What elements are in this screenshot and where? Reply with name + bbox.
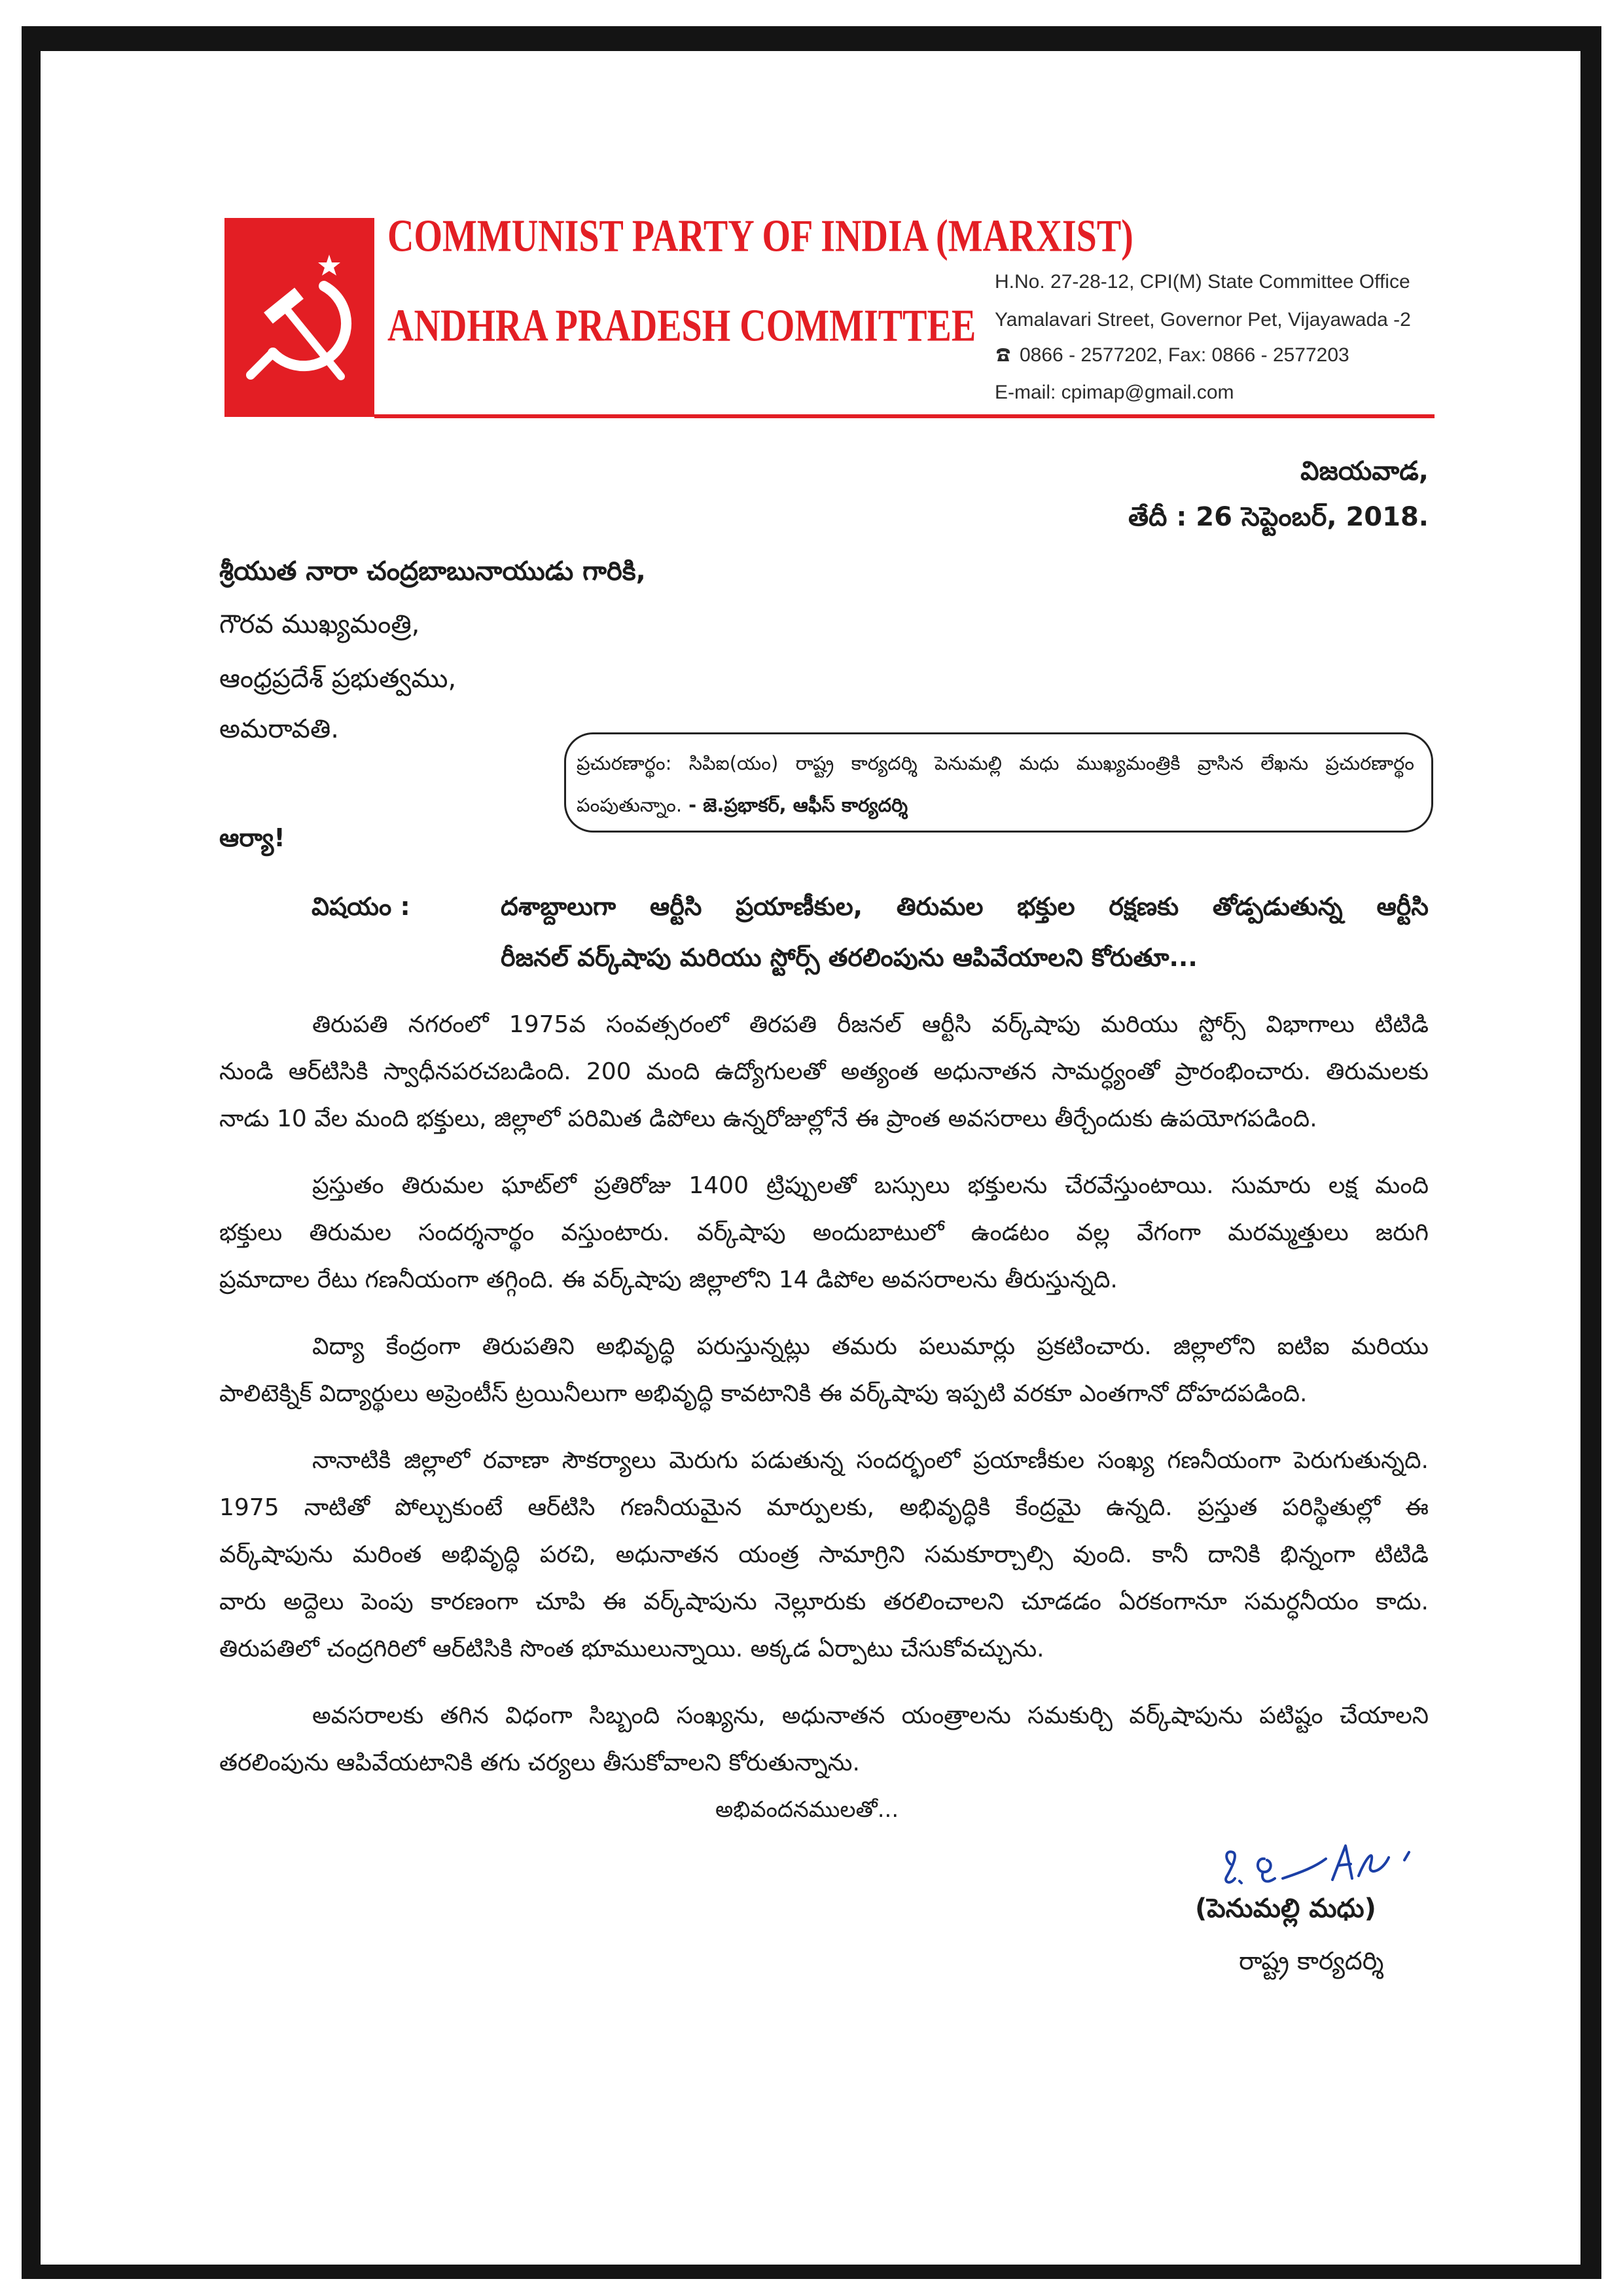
body-paragraph (219, 1323, 1429, 1418)
phone-icon (995, 346, 1012, 363)
body-line: అవసరాలకు తగిన విధంగా సిబ్బంది సంఖ్యను, అధునాతన యంత్రాలను సమకుర్చి వర్క్‌షాపును పటిష్టం చేయాలని (312, 1702, 1429, 1729)
body-line: భక్తులు తిరుమల సందర్శనార్థం వస్తుంటారు. వర్క్‌షాపు అందుబాటులో ఉండటం వల్ల వేగంగా మరమ్మత్తులు జరుగి (219, 1219, 1429, 1246)
body-line: 1975 నాటితో పోల్చుకుంటే ఆర్‌టిసి గణనీయమైన మార్పులకు, అభివృద్ధికి కేంద్రమై ఉన్నది. ప్రస్తుత పరిస్థితుల్లో ఈ (219, 1494, 1429, 1521)
committee-name: ANDHRA PRADESH COMMITTEE (387, 300, 976, 351)
body-line: తిరుపతి నగరంలో 1975వ సంవత్సరంలో తిరపతి రీజనల్ ఆర్టీసి వర్క్‌షాపు మరియు స్టోర్స్ విభాగాలు టిటిడి (312, 1011, 1429, 1038)
subject-line: దశాబ్దాలుగా ఆర్టీసి ప్రయాణీకుల, తిరుమల భక్తుల రక్షణకు తోడ్పడుతున్న ఆర్టీసి (501, 892, 1429, 921)
body-paragraph (219, 1162, 1429, 1304)
press-note-line-2 (577, 784, 1414, 826)
hammer-sickle-icon (224, 218, 374, 417)
body-line: నానాటికి జిల్లాలో రవాణా సౌకర్యాలు మెరుగు పడుతున్న సందర్భంలో ప్రయాణీకుల సంఖ్య గణనీయంగా పెరుగుతున్నది. (312, 1447, 1429, 1474)
body-paragraph (219, 1693, 1429, 1787)
body-line: తరలింపును ఆపివేయటానికి తగు చర్యలు తీసుకోవాలని కోరుతున్నాను. (219, 1749, 860, 1776)
press-note-line-1: ప్రచురణార్థం: సిపిఐ(యం) రాష్ట్ర కార్యదర్శి పెనుమల్లి మధు ముఖ్యమంత్రికి వ్రాసిన లేఖను ప్రచురణార్థం (577, 752, 1414, 774)
press-note-box (564, 732, 1433, 833)
body-line: నుండి ఆర్‌టిసికి స్వాధీనపరచబడింది. 200 మంది ఉద్యోగులతో అత్యంత అధునాతన సామర్ధ్యంతో ప్రారంభించారు. తిరుమలకు (219, 1058, 1429, 1085)
phone-fax-line (995, 344, 1349, 367)
party-logo (224, 218, 374, 417)
salutation: ఆర్యా! (219, 823, 285, 852)
closing-greeting: అభివందనములతో... (715, 1797, 899, 1823)
place: విజయవాడ, (1300, 456, 1429, 486)
address-line-2: Yamalavari Street, Governor Pet, Vijayawada -2 (995, 309, 1411, 331)
subject-line: రీజనల్ వర్క్‌షాపు మరియు స్టోర్స్ తరలింపును ఆపివేయాలని కోరుతూ... (501, 943, 1198, 972)
letter-date: తేదీ : 26 సెప్టెంబర్, 2018. (1128, 502, 1429, 532)
recipient-name: శ్రీయుత నారా చంద్రబాబునాయుడు గారికి, (219, 556, 646, 586)
recipient-city: అమరావతి. (219, 714, 339, 744)
body-line: తిరుపతిలో చంద్రగిరిలో ఆర్‌టిసికి సొంత భూములున్నాయి. అక్కడ ఏర్పాటు చేసుకోవచ్చును. (219, 1636, 1044, 1662)
body-paragraph (219, 1437, 1429, 1673)
recipient-government: ఆంధ్రప్రదేశ్ ప్రభుత్వము, (219, 664, 457, 694)
letterhead-rule (374, 414, 1435, 418)
phone-fax-text: 0866 - 2577202, Fax: 0866 - 2577203 (1020, 344, 1349, 366)
subject-label: విషయం : (312, 892, 410, 921)
body-line: వారు అద్దెలు పెంపు కారణంగా చూపి ఈ వర్క్‌షాపును నెల్లూరుకు తరలించాలని చూడడం ఏరకంగానూ సమర్ధనీయం కాదు. (219, 1588, 1429, 1615)
press-note-signer: - జె.ప్రభాకర్, ఆఫీస్ కార్యదర్శి (688, 794, 908, 816)
body-line: ప్రస్తుతం తిరుమల ఘాట్‌లో ప్రతిరోజు 1400 ట్రిప్పులతో బస్సులు భక్తులను చేరవేస్తుంటాయి. సుమారు లక్ష మంది (312, 1172, 1429, 1199)
signatory-name: (పెనుమల్లి మధు) (1195, 1893, 1376, 1924)
email-line: E-mail: cpimap@gmail.com (995, 382, 1234, 403)
recipient-title: గౌరవ ముఖ్యమంత్రి, (219, 609, 420, 639)
press-note-text: పంపుతున్నాం. (577, 794, 683, 816)
party-name: COMMUNIST PARTY OF INDIA (MARXIST) (387, 211, 1133, 262)
signatory-designation: రాష్ట్ర కార్యదర్శి (1239, 1946, 1384, 1975)
body-line: విద్యా కేంద్రంగా తిరుపతిని అభివృద్ధి పరుస్తున్నట్లు తమరు పలుమార్లు ప్రకటించారు. జిల్లాలోని ఐటిఐ మరియు (312, 1333, 1429, 1360)
body-line: నాడు 10 వేల మంది భక్తులు, జిల్లాలో పరిమిత డిపోలు ఉన్నరోజుల్లోనే ఈ ప్రాంత అవసరాలు తీర్చేందుకు ఉపయోగపడింది. (219, 1105, 1317, 1132)
subject (501, 884, 1429, 986)
address-line-1: H.No. 27-28-12, CPI(M) State Committee Office (995, 271, 1410, 293)
body-paragraph (219, 1001, 1429, 1143)
body-line: ప్రమాదాల రేటు గణనీయంగా తగ్గింది. ఈ వర్క్‌షాపు జిల్లాలోని 14 డిపోల అవసరాలను తీరుస్తున్నది. (219, 1266, 1118, 1293)
letter-body (219, 1001, 1429, 1806)
body-line: వర్క్‌షాపును మరింత అభివృద్ధి పరచి, అధునాతన యంత్ర సామాగ్రిని సమకూర్చాల్సి వుంది. కానీ దానికి భిన్నంగా టిటిడి (219, 1541, 1429, 1568)
body-line: పాలిటెక్నిక్ విద్యార్థులు అప్రెంటీస్ ట్రయినీలుగా అభివృద్ధి కావటానికి ఈ వర్క్‌షాపు ఇప్పటి వరకూ ఎంతగానో దోహదపడింది. (219, 1380, 1308, 1407)
